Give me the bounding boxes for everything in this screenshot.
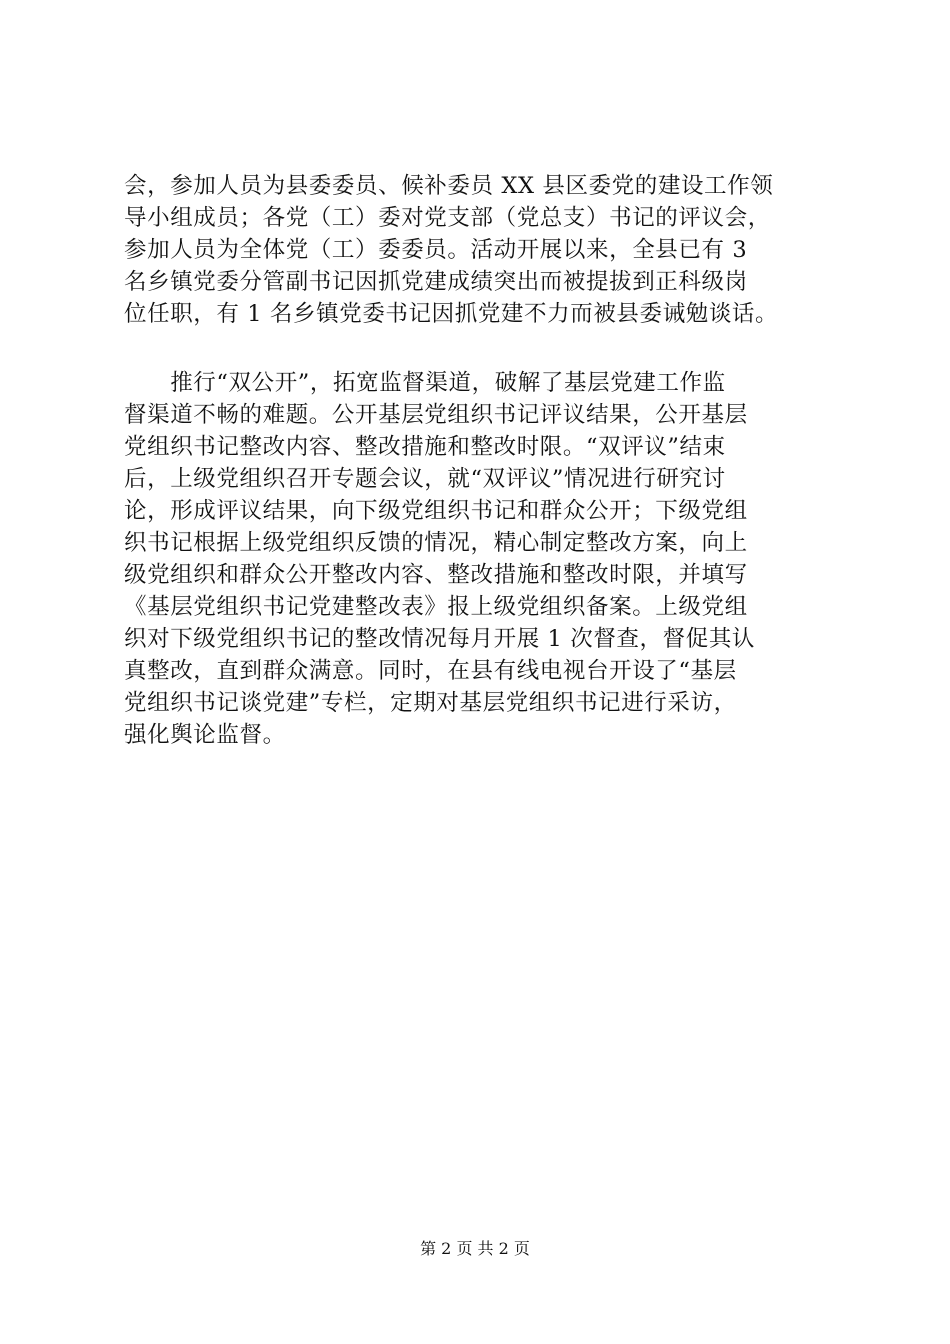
- text-line: 真整改，直到群众满意。同时，在县有线电视台开设了“基层: [124, 658, 737, 684]
- text-line: 织书记根据上级党组织反馈的情况，精心制定整改方案，向上: [124, 530, 748, 556]
- page-footer: 第 2 页 共 2 页: [420, 1239, 530, 1258]
- paragraph-1: [124, 170, 844, 330]
- text-line: 督渠道不畅的难题。公开基层党组织书记评议结果，公开基层: [124, 402, 748, 428]
- text-line: 导小组成员；各党（工）委对党支部（党总支）书记的评议会，: [124, 205, 771, 231]
- text-line: 推行“双公开”，拓宽监督渠道，破解了基层党建工作监: [124, 370, 726, 396]
- text-line: 织对下级党组织书记的整改情况每月开展 1 次督查，督促其认: [124, 626, 756, 652]
- text-line: 参加人员为全体党（工）委委员。活动开展以来，全县已有 3: [124, 237, 748, 263]
- text-line: 论，形成评议结果，向下级党组织书记和群众公开；下级党组: [124, 498, 748, 524]
- paragraph-2: [124, 367, 844, 751]
- text-line: 位任职，有 1 名乡镇党委书记因抓党建不力而被县委诫勉谈话。: [124, 301, 779, 327]
- text-line: 会，参加人员为县委委员、候补委员 XX 县区委党的建设工作领: [124, 173, 774, 199]
- text-line: 名乡镇党委分管副书记因抓党建成绩突出而被提拔到正科级岗: [124, 269, 748, 295]
- text-line: 《基层党组织书记党建整改表》报上级党组织备案。上级党组: [124, 594, 748, 620]
- text-line: 强化舆论监督。: [124, 722, 286, 748]
- paragraph-spacer: [124, 330, 844, 367]
- text-line: 党组织书记整改内容、整改措施和整改时限。“双评议”结束: [124, 434, 726, 460]
- text-line: 级党组织和群众公开整改内容、整改措施和整改时限，并填写: [124, 562, 748, 588]
- document-body: [124, 170, 844, 751]
- text-line: 党组织书记谈党建”专栏，定期对基层党组织书记进行采访，: [124, 690, 737, 716]
- text-line: 后，上级党组织召开专题会议，就“双评议”情况进行研究讨: [124, 466, 726, 492]
